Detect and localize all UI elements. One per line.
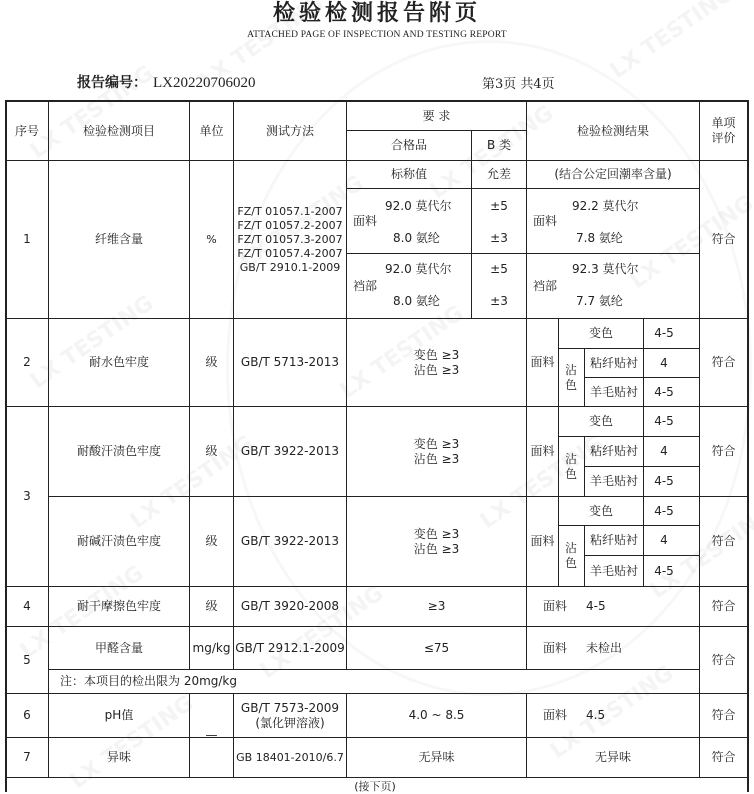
alkali-stain-label: 沾色 — [564, 541, 577, 570]
row1-seq: 1 — [23, 232, 31, 246]
row6-method-line2: (氯化钾溶液) — [255, 715, 325, 730]
row2-wool-label: 羊毛贴衬 — [589, 384, 638, 399]
row4-eval: 符合 — [711, 599, 736, 613]
row7-eval: 符合 — [711, 750, 736, 764]
acid-viscose-value: 4 — [660, 444, 668, 458]
row5-detection-note: 注：本项目的检出限为 20mg/kg — [60, 674, 238, 688]
fiber-fabric-tol-modal: ±5 — [490, 198, 508, 213]
row6-item: pH值 — [104, 708, 134, 722]
fiber-fabric-label: 面料 — [352, 213, 377, 228]
acid-wool-label: 羊毛贴衬 — [589, 474, 638, 488]
alkali-req-change: 变色 ≥3 — [413, 526, 460, 541]
row7-result: 无异味 — [594, 750, 631, 764]
alkali-method: GB/T 3922-2013 — [240, 534, 340, 548]
report-number-label: 报告编号： — [77, 75, 147, 91]
row1-method-5: GB/T 2910.1-2009 — [239, 260, 341, 274]
fiber-fabric-result-spandex: 7.8 氨纶 — [576, 230, 623, 245]
fiber-fabric-result-label: 面料 — [532, 213, 557, 228]
row1-item: 纤维含量 — [94, 232, 143, 246]
row1-method-2: FZ/T 01057.2-2007 — [237, 218, 343, 232]
fiber-fabric-tol-spandex: ±3 — [490, 230, 508, 245]
row1-unit: % — [206, 232, 217, 246]
alkali-item: 耐碱汗渍色牢度 — [76, 534, 161, 548]
report-number-value: LX20220706020 — [153, 75, 256, 91]
alkali-wool-value: 4-5 — [654, 563, 674, 578]
row2-item: 耐水色牢度 — [88, 355, 149, 369]
row5-unit: mg/kg — [192, 640, 231, 655]
row2-method: GB/T 5713-2013 — [240, 355, 340, 369]
row6-eval: 符合 — [711, 708, 736, 722]
row5-method: GB/T 2912.1-2009 — [235, 640, 345, 655]
acid-viscose-label: 粘纤贴衬 — [589, 444, 638, 458]
alkali-viscose-label: 粘纤贴衬 — [589, 533, 638, 547]
row4-result-value: 4-5 — [586, 599, 606, 613]
row2-req-change: 变色 ≥3 — [413, 347, 460, 362]
row2-change-value: 4-5 — [654, 326, 674, 340]
alkali-requirement — [347, 497, 526, 586]
fiber-fabric-nominal-modal: 92.0 莫代尔 — [385, 198, 452, 213]
acid-change-label: 变色 — [588, 414, 613, 428]
acid-req-change: 变色 ≥3 — [413, 436, 460, 451]
acid-fabric-label: 面料 — [530, 444, 555, 458]
row7-requirement: 无异味 — [418, 750, 455, 764]
header-result: 检验检测结果 — [576, 123, 649, 138]
fiber-fabric-result-modal: 92.2 莫代尔 — [572, 198, 639, 213]
row1-method-1: FZ/T 01057.1-2007 — [237, 204, 343, 218]
nominal-header: 标称值 — [390, 167, 427, 181]
row2-seq: 2 — [23, 355, 31, 369]
alkali-change-label: 变色 — [588, 503, 613, 518]
alkali-change-value: 4-5 — [654, 503, 674, 518]
row6-method — [234, 694, 346, 737]
report-number — [77, 72, 256, 92]
row2-viscose-value: 4 — [660, 355, 668, 370]
alkali-fabric-label: 面料 — [530, 534, 555, 548]
alkali-viscose-value: 4 — [660, 533, 668, 547]
page-info: 第3页 共4页 — [482, 77, 555, 92]
acid-wool-value: 4-5 — [654, 474, 674, 488]
fiber-crotch-tol-spandex: ±3 — [490, 293, 508, 308]
row1-method-4: FZ/T 01057.4-2007 — [237, 246, 343, 260]
header-grade-b: B 类 — [486, 138, 512, 152]
acid-item: 耐酸汗渍色牢度 — [76, 444, 161, 458]
fiber-crotch-nominal-spandex: 8.0 氨纶 — [393, 293, 440, 308]
header-evaluation-line1: 单项 — [711, 116, 736, 130]
row4-requirement: ≥3 — [427, 599, 446, 613]
row6-seq: 6 — [23, 708, 31, 722]
row4-unit: 级 — [205, 599, 218, 613]
result-basis-header: (结合公定回潮率含量) — [554, 167, 672, 181]
fiber-crotch-result-spandex: 7.7 氨纶 — [576, 293, 623, 308]
alkali-req-stain: 沾色 ≥3 — [413, 541, 460, 556]
row2-wool-value: 4-5 — [654, 384, 674, 399]
row1-method-3: FZ/T 01057.3-2007 — [237, 232, 343, 246]
row5-result-value: 未检出 — [586, 640, 623, 655]
fiber-crotch-result-modal: 92.3 莫代尔 — [572, 261, 639, 276]
header-evaluation — [700, 102, 747, 160]
acid-eval: 符合 — [711, 444, 736, 458]
row4-method: GB/T 3920-2008 — [240, 599, 340, 613]
row2-unit: 级 — [205, 355, 218, 369]
header-unit: 单位 — [199, 123, 224, 138]
row7-item: 异味 — [106, 750, 131, 764]
row6-result-label: 面料 — [543, 708, 568, 722]
row1-eval: 符合 — [711, 232, 736, 246]
row2-stain-label: 沾色 — [564, 362, 577, 392]
row6-requirement: 4.0 ~ 8.5 — [408, 708, 465, 722]
acid-unit: 级 — [205, 444, 218, 458]
fiber-crotch-nominal-modal: 92.0 莫代尔 — [385, 261, 452, 276]
row6-result-value: 4.5 — [586, 708, 606, 722]
row2-requirement — [347, 319, 526, 406]
row4-seq: 4 — [23, 599, 31, 613]
fiber-crotch-tol-modal: ±5 — [490, 261, 508, 276]
row3-seq: 3 — [23, 489, 31, 503]
row6-method-line1: GB/T 7573-2009 — [240, 700, 340, 715]
row7-method: GB 18401-2010/6.7 — [236, 750, 344, 764]
header-seq: 序号 — [14, 123, 39, 138]
row6-unit: — — [205, 728, 218, 742]
header-requirement: 要 求 — [422, 108, 451, 123]
acid-stain-label: 沾色 — [564, 451, 577, 481]
acid-req-stain: 沾色 ≥3 — [413, 451, 460, 466]
report-subtitle: ATTACHED PAGE OF INSPECTION AND TESTING REPORT — [247, 30, 507, 40]
tolerance-header: 允差 — [486, 167, 511, 181]
row5-item: 甲醛含量 — [94, 640, 143, 655]
row1-methods — [234, 161, 346, 318]
header-item: 检验检测项目 — [82, 123, 155, 138]
row5-result-label: 面料 — [543, 640, 568, 655]
row5-requirement: ≤75 — [423, 640, 450, 655]
row2-eval: 符合 — [711, 355, 736, 369]
alkali-eval: 符合 — [711, 534, 736, 548]
continued-note: (接下页) — [354, 779, 396, 793]
fiber-crotch-result-label: 裆部 — [532, 278, 557, 293]
alkali-wool-label: 羊毛贴衬 — [589, 563, 638, 578]
row5-eval: 符合 — [711, 652, 736, 667]
header-method: 测试方法 — [265, 123, 314, 138]
header-evaluation-line2: 评价 — [711, 131, 736, 145]
acid-method: GB/T 3922-2013 — [240, 444, 340, 458]
acid-change-value: 4-5 — [654, 414, 674, 428]
acid-requirement — [347, 407, 526, 496]
header-qualified: 合格品 — [390, 138, 427, 152]
row7-seq: 7 — [23, 750, 31, 764]
row2-req-stain: 沾色 ≥3 — [413, 362, 460, 377]
report-title: 检验检测报告附页 — [272, 0, 481, 26]
row2-fabric-label: 面料 — [530, 355, 555, 369]
row4-item: 耐干摩擦色牢度 — [76, 599, 161, 613]
alkali-unit: 级 — [205, 534, 218, 548]
fiber-crotch-label: 裆部 — [352, 278, 377, 293]
row2-change-label: 变色 — [588, 326, 613, 340]
row2-viscose-label: 粘纤贴衬 — [589, 355, 638, 370]
row5-seq: 5 — [23, 652, 31, 667]
row4-result-label: 面料 — [543, 599, 568, 613]
fiber-fabric-nominal-spandex: 8.0 氨纶 — [393, 230, 440, 245]
